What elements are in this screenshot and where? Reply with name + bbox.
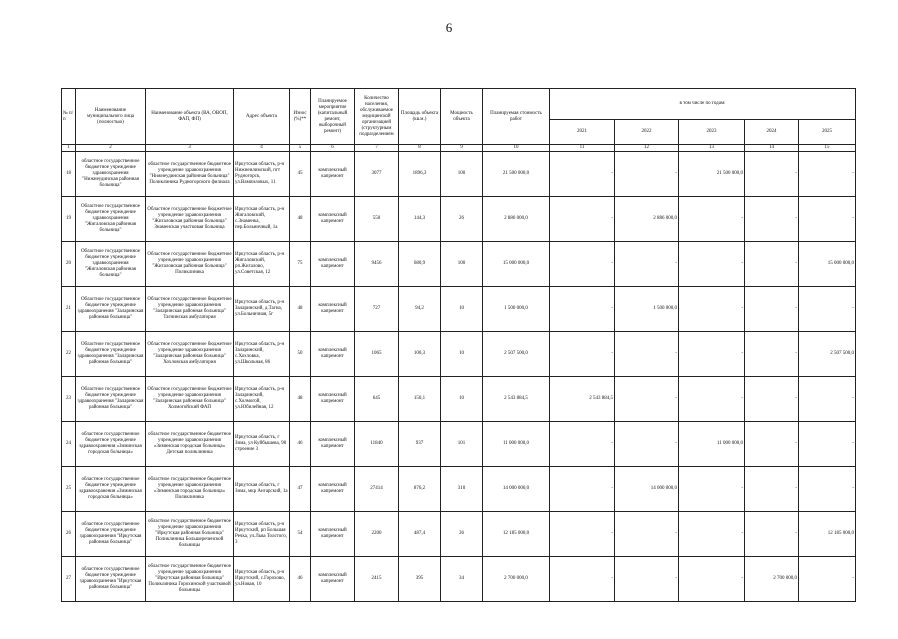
column-number: 1 xyxy=(62,145,76,152)
year-2024-cell: - xyxy=(745,197,799,242)
year-2022-cell: - xyxy=(615,422,679,467)
year-2024-cell: - xyxy=(745,467,799,512)
institution-cell: Областное государственное бюджетное учреждение здравоохранения "Жигаловская районная больница" xyxy=(76,197,146,242)
year-2025-cell: - xyxy=(799,557,856,602)
year-2022-cell: - xyxy=(615,377,679,422)
institution-cell: Областное государственное бюджетное учреждение здравоохранения "Заларинская районная больница" xyxy=(76,332,146,377)
column-number: 7 xyxy=(355,145,399,152)
table-row xyxy=(62,332,856,377)
row-number-cell: 23 xyxy=(62,377,76,422)
row-number-cell: 20 xyxy=(62,242,76,287)
year-2021-cell: - xyxy=(550,557,615,602)
row-number-cell: 19 xyxy=(62,197,76,242)
institution-cell: Областное государственное бюджетное учреждение здравоохранения "Заларинская районная больница" xyxy=(76,377,146,422)
object-cell: областное государственное бюджетное учреждение здравоохранения "Иркутская районная больница" Поликлиника Большереченской больницы xyxy=(146,512,234,557)
year-2021-cell: - xyxy=(550,242,615,287)
header-object: Наименование объекта (ВА, ОВОП, ФАП, ФП) xyxy=(146,89,234,145)
population-cell: 2415 xyxy=(355,557,399,602)
header-num: № п/п xyxy=(62,89,76,145)
measure-cell: комплексный капремонт xyxy=(311,152,355,197)
header-year-2021: 2021 xyxy=(550,120,615,145)
header-area: Площадь объекта (кв.м.) xyxy=(399,89,441,145)
object-cell: Областное государственное бюджетное учреждение здравоохранения "Заларинская районная больница" Холмогойский ФАП xyxy=(146,377,234,422)
column-number: 6 xyxy=(311,145,355,152)
page-number: 6 xyxy=(445,20,453,35)
measure-cell: комплексный капремонт xyxy=(311,512,355,557)
row-number-cell: 24 xyxy=(62,422,76,467)
column-number: 8 xyxy=(399,145,441,152)
year-2023-cell: - xyxy=(679,377,745,422)
year-2023-cell: - xyxy=(679,557,745,602)
year-2024-cell: - xyxy=(745,152,799,197)
measure-cell: комплексный капремонт xyxy=(311,422,355,467)
object-cell: областное государственное бюджетное учреждение здравоохранения "Иркутская районная больница" Поликлиника Горохинской участковой больницы xyxy=(146,557,234,602)
year-2022-cell: - xyxy=(615,332,679,377)
row-number-cell: 25 xyxy=(62,467,76,512)
table-row xyxy=(62,467,856,512)
area-cell: 395 xyxy=(399,557,441,602)
capacity-cell: 10 xyxy=(441,332,483,377)
column-number: 4 xyxy=(234,145,290,152)
year-2023-cell: - xyxy=(679,512,745,557)
address-cell: Иркутская область, г Зима, ул Куйбышева, 98 строение 3 xyxy=(234,422,290,467)
column-number: 10 xyxy=(483,145,550,152)
population-cell: 727 xyxy=(355,287,399,332)
cost-cell: 2 543 884,5 xyxy=(483,377,550,422)
table-row xyxy=(62,512,856,557)
cost-cell: 21 500 000,0 xyxy=(483,152,550,197)
institution-cell: областное государственное бюджетное учреждение здравоохранения "Нижнеудинская районная больница" xyxy=(76,152,146,197)
table-row xyxy=(62,377,856,422)
address-cell: Иркутская область, р-н Нижнеилимский, пгт Рудногорск, ул.Вампиловых, 11 xyxy=(234,152,290,197)
cost-cell: 11 000 000,0 xyxy=(483,422,550,467)
measure-cell: комплексный капремонт xyxy=(311,467,355,512)
cost-cell: 2 700 000,0 xyxy=(483,557,550,602)
year-2022-cell: 2 886 000,0 xyxy=(615,197,679,242)
wear-cell: 46 xyxy=(290,557,311,602)
year-2025-cell: 15 000 000,0 xyxy=(799,242,856,287)
population-cell: 11840 xyxy=(355,422,399,467)
area-cell: 487,4 xyxy=(399,512,441,557)
object-cell: областное государственное бюджетное учреждение здравоохранения «Зиминская городская больница» Поликлиника xyxy=(146,467,234,512)
header-address: Адрес объекта xyxy=(234,89,290,145)
cost-cell: 2 507 500,0 xyxy=(483,332,550,377)
year-2025-cell: - xyxy=(799,197,856,242)
wear-cell: 75 xyxy=(290,242,311,287)
capacity-cell: 100 xyxy=(441,152,483,197)
column-number: 12 xyxy=(615,145,679,152)
year-2022-cell: - xyxy=(615,557,679,602)
address-cell: Иркутская область, р-н Иркутский, с.Горохово, ул.Новая, 10 xyxy=(234,557,290,602)
wear-cell: 48 xyxy=(290,287,311,332)
object-cell: Областное государственное бюджетное учреждение здравоохранения "Жигаловская районная больница" Поликлиника xyxy=(146,242,234,287)
measure-cell: комплексный капремонт xyxy=(311,197,355,242)
address-cell: Иркутская область, р-н Иркутский, рп Большая Речка, ул.Льва Толстого, 3 xyxy=(234,512,290,557)
year-2021-cell: - xyxy=(550,197,615,242)
table-row xyxy=(62,152,856,197)
object-cell: Областное государственное бюджетное учреждение здравоохранения "Заларинская районная больница" Тагнинская амбулатория xyxy=(146,287,234,332)
header-institution: Наименование муниципального лица (полностью) xyxy=(76,89,146,145)
address-cell: Иркутская область, р-н Заларинский, с.Холмогой, ул.Юбилейная, 12 xyxy=(234,377,290,422)
year-2024-cell: - xyxy=(745,242,799,287)
area-cell: 94,2 xyxy=(399,287,441,332)
repair-plan-table xyxy=(61,88,856,602)
column-number: 11 xyxy=(550,145,615,152)
year-2021-cell: - xyxy=(550,287,615,332)
year-2024-cell: 2 700 000,0 xyxy=(745,557,799,602)
year-2022-cell: 14 000 000,0 xyxy=(615,467,679,512)
year-2024-cell: - xyxy=(745,377,799,422)
cost-cell: 1 500 000,0 xyxy=(483,287,550,332)
capacity-cell: 34 xyxy=(441,557,483,602)
year-2023-cell: 21 500 000,0 xyxy=(679,152,745,197)
address-cell: Иркутская область, г Зима, мкр Ангарский, 1а xyxy=(234,467,290,512)
table-row xyxy=(62,557,856,602)
population-cell: 1065 xyxy=(355,332,399,377)
header-year-2022: 2022 xyxy=(615,120,679,145)
year-2022-cell: 1 500 000,0 xyxy=(615,287,679,332)
year-2025-cell: 12 185 000,0 xyxy=(799,512,856,557)
wear-cell: 50 xyxy=(290,332,311,377)
year-2024-cell: - xyxy=(745,287,799,332)
year-2023-cell: - xyxy=(679,467,745,512)
address-cell: Иркутская область, р-н Заларинский, д.Тагна, ул.Больничная, 5г xyxy=(234,287,290,332)
year-2024-cell: - xyxy=(745,512,799,557)
capacity-cell: 310 xyxy=(441,467,483,512)
column-number: 13 xyxy=(679,145,745,152)
wear-cell: 54 xyxy=(290,512,311,557)
year-2025-cell: - xyxy=(799,152,856,197)
cost-cell: 2 886 000,0 xyxy=(483,197,550,242)
column-number: 5 xyxy=(290,145,311,152)
row-number-cell: 26 xyxy=(62,512,76,557)
area-cell: 100,3 xyxy=(399,332,441,377)
header-year-2024: 2024 xyxy=(745,120,799,145)
area-cell: 1896,3 xyxy=(399,152,441,197)
cost-cell: 12 185 000,0 xyxy=(483,512,550,557)
area-cell: 680,9 xyxy=(399,242,441,287)
capacity-cell: 26 xyxy=(441,197,483,242)
area-cell: 937 xyxy=(399,422,441,467)
column-number-row xyxy=(62,145,856,152)
year-2022-cell: - xyxy=(615,512,679,557)
column-number: 14 xyxy=(745,145,799,152)
object-cell: областное государственное бюджетное учреждение здравоохранения «Зиминская городская больница» Детская поликлиника xyxy=(146,422,234,467)
institution-cell: Областное государственное бюджетное учреждение здравоохранения "Заларинская районная больница" xyxy=(76,287,146,332)
institution-cell: Областное государственное бюджетное учреждение здравоохранения "Жигаловская районная больница" xyxy=(76,242,146,287)
wear-cell: 45 xyxy=(290,152,311,197)
wear-cell: 47 xyxy=(290,467,311,512)
address-cell: Иркутская область, р-н Жигаловский, рп.Жигалово, ул.Советская, 12 xyxy=(234,242,290,287)
year-2022-cell: - xyxy=(615,152,679,197)
year-2024-cell: - xyxy=(745,332,799,377)
column-number: 9 xyxy=(441,145,483,152)
measure-cell: комплексный капремонт xyxy=(311,242,355,287)
measure-cell: комплексный капремонт xyxy=(311,557,355,602)
object-cell: областное государственное бюджетное учреждение здравоохранения "Нижнеудинская районная больница" Поликлиника Рудногорского филиала xyxy=(146,152,234,197)
header-year-2025: 2025 xyxy=(799,120,856,145)
population-cell: 9456 xyxy=(355,242,399,287)
capacity-cell: 10 xyxy=(441,377,483,422)
wear-cell: 48 xyxy=(290,377,311,422)
object-cell: Областное государственное бюджетное учреждение здравоохранения "Заларинская районная больница" Хохловская амбулатория xyxy=(146,332,234,377)
header-by-years: в том числе по годам: xyxy=(550,89,856,120)
population-cell: 2200 xyxy=(355,512,399,557)
column-number: 2 xyxy=(76,145,146,152)
capacity-cell: 101 xyxy=(441,422,483,467)
cost-cell: 14 000 000,0 xyxy=(483,467,550,512)
table-row xyxy=(62,242,856,287)
row-number-cell: 22 xyxy=(62,332,76,377)
capacity-cell: 10 xyxy=(441,287,483,332)
year-2021-cell: - xyxy=(550,467,615,512)
year-2021-cell: - xyxy=(550,332,615,377)
area-cell: 876,2 xyxy=(399,467,441,512)
population-cell: 3077 xyxy=(355,152,399,197)
institution-cell: областное государственное бюджетное учреждение здравоохранения "Иркутская районная больница" xyxy=(76,512,146,557)
institution-cell: областное государственное бюджетное учреждение здравоохранения «Зиминская городская больница» xyxy=(76,467,146,512)
year-2025-cell: - xyxy=(799,377,856,422)
table-row xyxy=(62,197,856,242)
address-cell: Иркутская область, р-н Жигаловский, с.Знаменка, пер.Больничный, 1а xyxy=(234,197,290,242)
measure-cell: комплексный капремонт xyxy=(311,332,355,377)
year-2025-cell: - xyxy=(799,422,856,467)
column-number: 15 xyxy=(799,145,856,152)
row-number-cell: 18 xyxy=(62,152,76,197)
header-cost: Планируемая стоимость работ xyxy=(483,89,550,145)
measure-cell: комплексный капремонт xyxy=(311,287,355,332)
capacity-cell: 100 xyxy=(441,242,483,287)
year-2025-cell: - xyxy=(799,467,856,512)
header-row xyxy=(62,89,856,120)
header-year-2023: 2023 xyxy=(679,120,745,145)
row-number-cell: 27 xyxy=(62,557,76,602)
institution-cell: областное государственное бюджетное учреждение здравоохранения "Иркутская районная больница" xyxy=(76,557,146,602)
year-2023-cell: - xyxy=(679,287,745,332)
year-2023-cell: - xyxy=(679,242,745,287)
table-body xyxy=(62,145,856,602)
measure-cell: комплексный капремонт xyxy=(311,377,355,422)
area-cell: 144,3 xyxy=(399,197,441,242)
header-wear: Износ (%)** xyxy=(290,89,311,145)
year-2024-cell: - xyxy=(745,422,799,467)
year-2023-cell: - xyxy=(679,197,745,242)
year-2025-cell: - xyxy=(799,287,856,332)
year-2021-cell: 2 543 884,5 xyxy=(550,377,615,422)
wear-cell: 48 xyxy=(290,197,311,242)
capacity-cell: 36 xyxy=(441,512,483,557)
year-2021-cell: - xyxy=(550,422,615,467)
year-2021-cell: - xyxy=(550,512,615,557)
year-2025-cell: 2 507 500,0 xyxy=(799,332,856,377)
row-number-cell: 21 xyxy=(62,287,76,332)
year-2023-cell: - xyxy=(679,332,745,377)
institution-cell: областное государственное бюджетное учреждение здравоохранения «Зиминская городская больница» xyxy=(76,422,146,467)
year-2021-cell: - xyxy=(550,152,615,197)
table-row xyxy=(62,287,856,332)
address-cell: Иркутская область, р-н Заларинский, с.Хохловка, ул.Школьная, 86 xyxy=(234,332,290,377)
population-cell: 27414 xyxy=(355,467,399,512)
header-population: Количество населения, обслуживаемое медицинской организацией (структурным подразделением xyxy=(355,89,399,145)
table-row xyxy=(62,422,856,467)
wear-cell: 46 xyxy=(290,422,311,467)
header-capacity: Мощность объекта xyxy=(441,89,483,145)
area-cell: 150,1 xyxy=(399,377,441,422)
cost-cell: 15 000 000,0 xyxy=(483,242,550,287)
object-cell: Областное государственное бюджетное учреждение здравоохранения "Жигаловская районная больница" Знаменская участковая больница xyxy=(146,197,234,242)
header-measure: Планируемое мероприятие (капитальный ремонт, выборочный ремонт) xyxy=(311,89,355,145)
year-2023-cell: 11 000 000,0 xyxy=(679,422,745,467)
column-number: 3 xyxy=(146,145,234,152)
population-cell: 550 xyxy=(355,197,399,242)
population-cell: 645 xyxy=(355,377,399,422)
year-2022-cell: - xyxy=(615,242,679,287)
